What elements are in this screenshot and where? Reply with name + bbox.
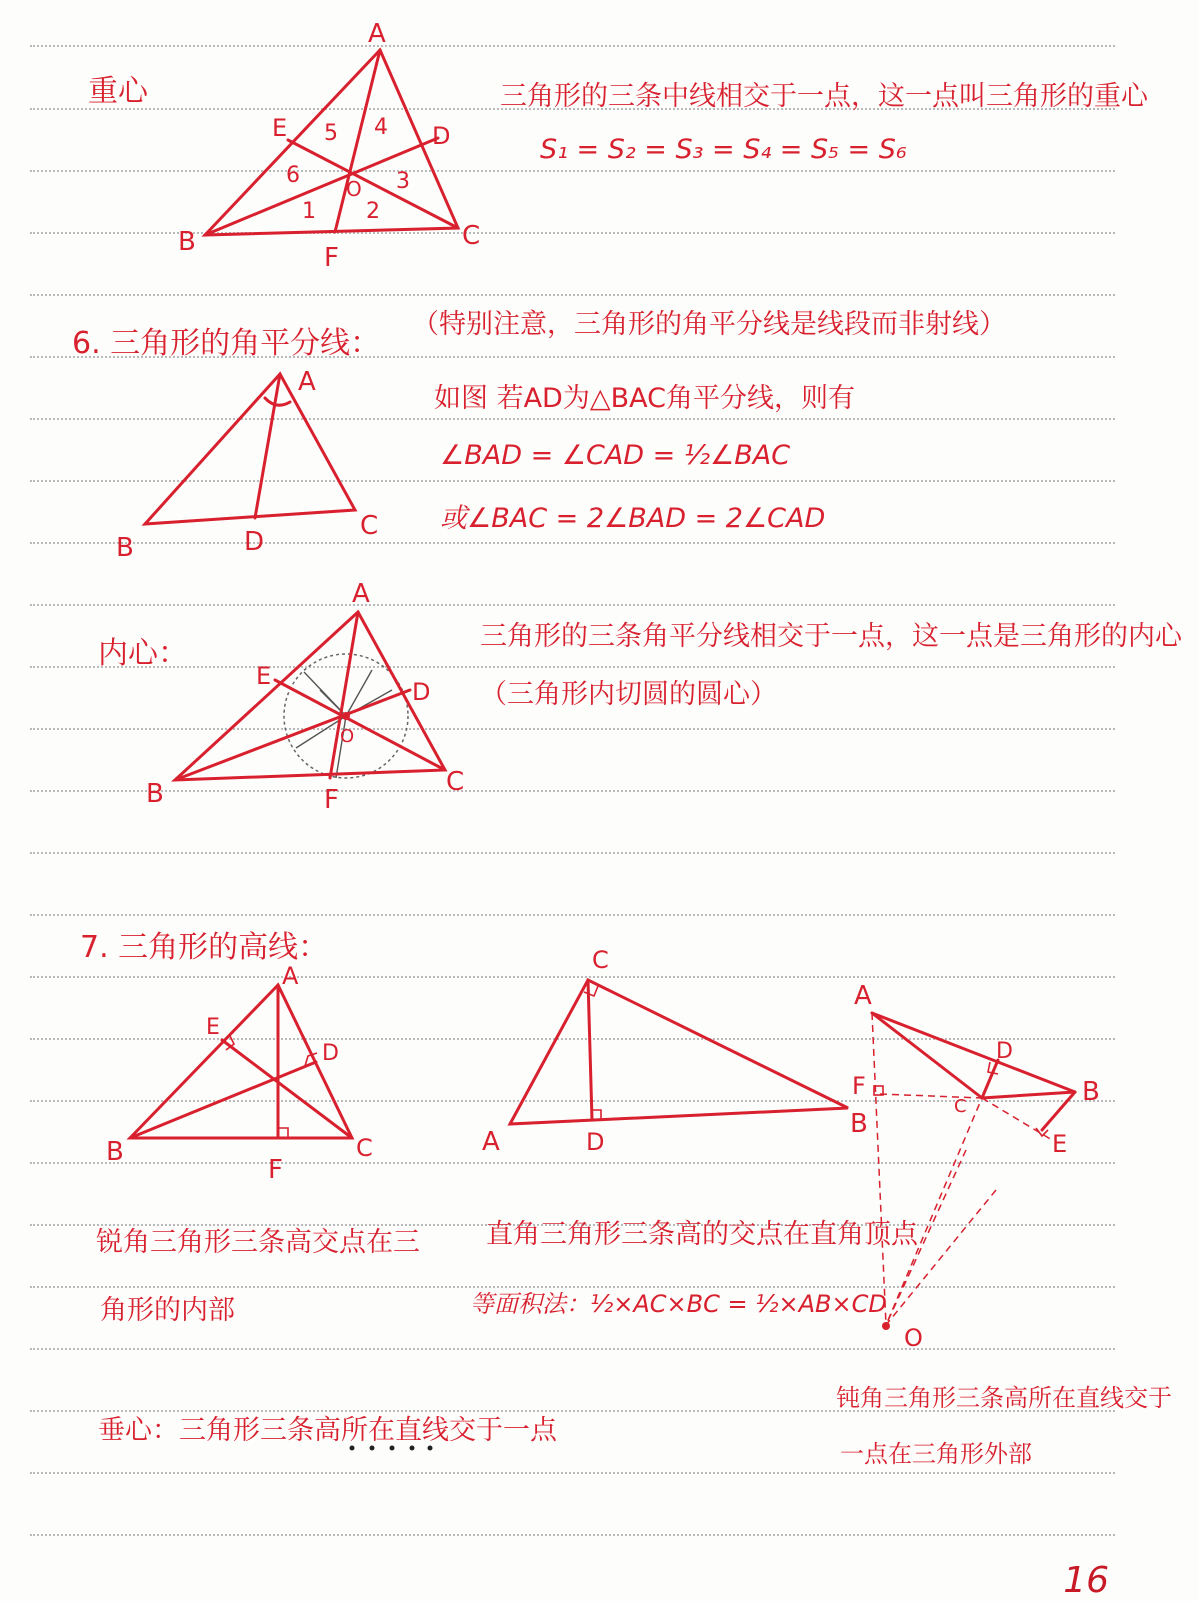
incenter-definition: 三角形的三条角平分线相交于一点，这一点是三角形的内心 <box>480 621 1182 652</box>
right-note-line-2: 等面积法：½×AC×BC = ½×AB×CD <box>470 1290 887 1318</box>
emphasis-dots <box>346 1444 436 1450</box>
incenter-label-d: D <box>412 678 431 706</box>
region-1-label: 1 <box>302 199 316 224</box>
bisector-label-a: A <box>298 367 316 397</box>
obtuse-label-d: D <box>996 1039 1013 1064</box>
obtuse-label-a: A <box>854 981 872 1011</box>
centroid-label-d: D <box>432 122 451 150</box>
page-number: 16 <box>1063 1560 1109 1601</box>
centroid-area-equation: S₁ = S₂ = S₃ = S₄ = S₅ = S₆ <box>540 134 907 165</box>
bisector-label-b: B <box>116 533 134 563</box>
incenter-heading: 内心： <box>98 636 188 671</box>
obtuse-label-b: B <box>1082 1077 1100 1107</box>
region-6-label: 6 <box>286 163 300 188</box>
centroid-definition: 三角形的三条中线相交于一点，这一点叫三角形的重心 <box>500 81 1148 112</box>
centroid-heading: 重心 <box>88 74 148 109</box>
region-3-label: 3 <box>396 169 410 194</box>
incenter-label-f: F <box>324 785 339 815</box>
centroid-label-a: A <box>368 19 386 49</box>
right-note-line-1: 直角三角形三条高的交点在直角顶点 <box>486 1219 918 1250</box>
obtuse-note-line-1: 钝角三角形三条高所在直线交于 <box>836 1384 1172 1412</box>
acute-label-f: F <box>268 1155 283 1185</box>
acute-label-d: D <box>322 1041 339 1066</box>
altitude-heading: 7. 三角形的高线： <box>80 930 329 965</box>
acute-note-line-2: 角形的内部 <box>100 1295 235 1326</box>
bisector-line-1: 如图 若AD为△BAC角平分线，则有 <box>434 383 855 414</box>
incenter-label-c: C <box>446 767 465 797</box>
acute-note-line-1: 锐角三角形三条高交点在三 <box>96 1227 420 1258</box>
incenter-note: （三角形内切圆的圆心） <box>480 679 777 710</box>
acute-label-e: E <box>206 1015 220 1040</box>
bisector-heading: 6. 三角形的角平分线： <box>72 326 381 361</box>
obtuse-label-e: E <box>1052 1130 1068 1158</box>
obtuse-label-f: F <box>852 1072 866 1100</box>
incenter-label-b: B <box>146 779 164 809</box>
right-label-a: A <box>482 1127 500 1157</box>
right-label-b: B <box>850 1109 868 1139</box>
bisector-note: （特别注意，三角形的角平分线是线段而非射线） <box>412 309 1006 340</box>
bisector-label-d: D <box>244 527 265 557</box>
orthocenter-definition: 垂心：三角形三条高所在直线交于一点 <box>98 1415 557 1446</box>
incenter-label-e: E <box>256 662 272 690</box>
incenter-label-a: A <box>352 579 370 609</box>
bisector-line-2: ∠BAD = ∠CAD = ½∠BAC <box>440 440 791 471</box>
centroid-label-e: E <box>272 114 288 142</box>
centroid-label-o: O <box>346 177 362 201</box>
acute-label-b: B <box>106 1137 124 1167</box>
obtuse-label-c: C <box>954 1096 967 1117</box>
region-2-label: 2 <box>366 199 380 224</box>
right-label-d: D <box>586 1128 605 1156</box>
centroid-label-c: C <box>462 221 481 251</box>
obtuse-label-o: O <box>904 1324 923 1352</box>
centroid-label-b: B <box>178 227 196 257</box>
bisector-line-3: 或∠BAC = 2∠BAD = 2∠CAD <box>440 503 826 534</box>
region-4-label: 4 <box>374 115 388 140</box>
region-5-label: 5 <box>324 121 338 146</box>
acute-label-c: C <box>356 1134 373 1162</box>
acute-label-a: A <box>282 962 299 990</box>
obtuse-note-line-2: 一点在三角形外部 <box>840 1440 1032 1468</box>
incenter-label-o: O <box>340 726 355 747</box>
centroid-label-f: F <box>324 243 339 273</box>
right-label-c: C <box>592 946 609 974</box>
bisector-label-c: C <box>360 511 379 541</box>
